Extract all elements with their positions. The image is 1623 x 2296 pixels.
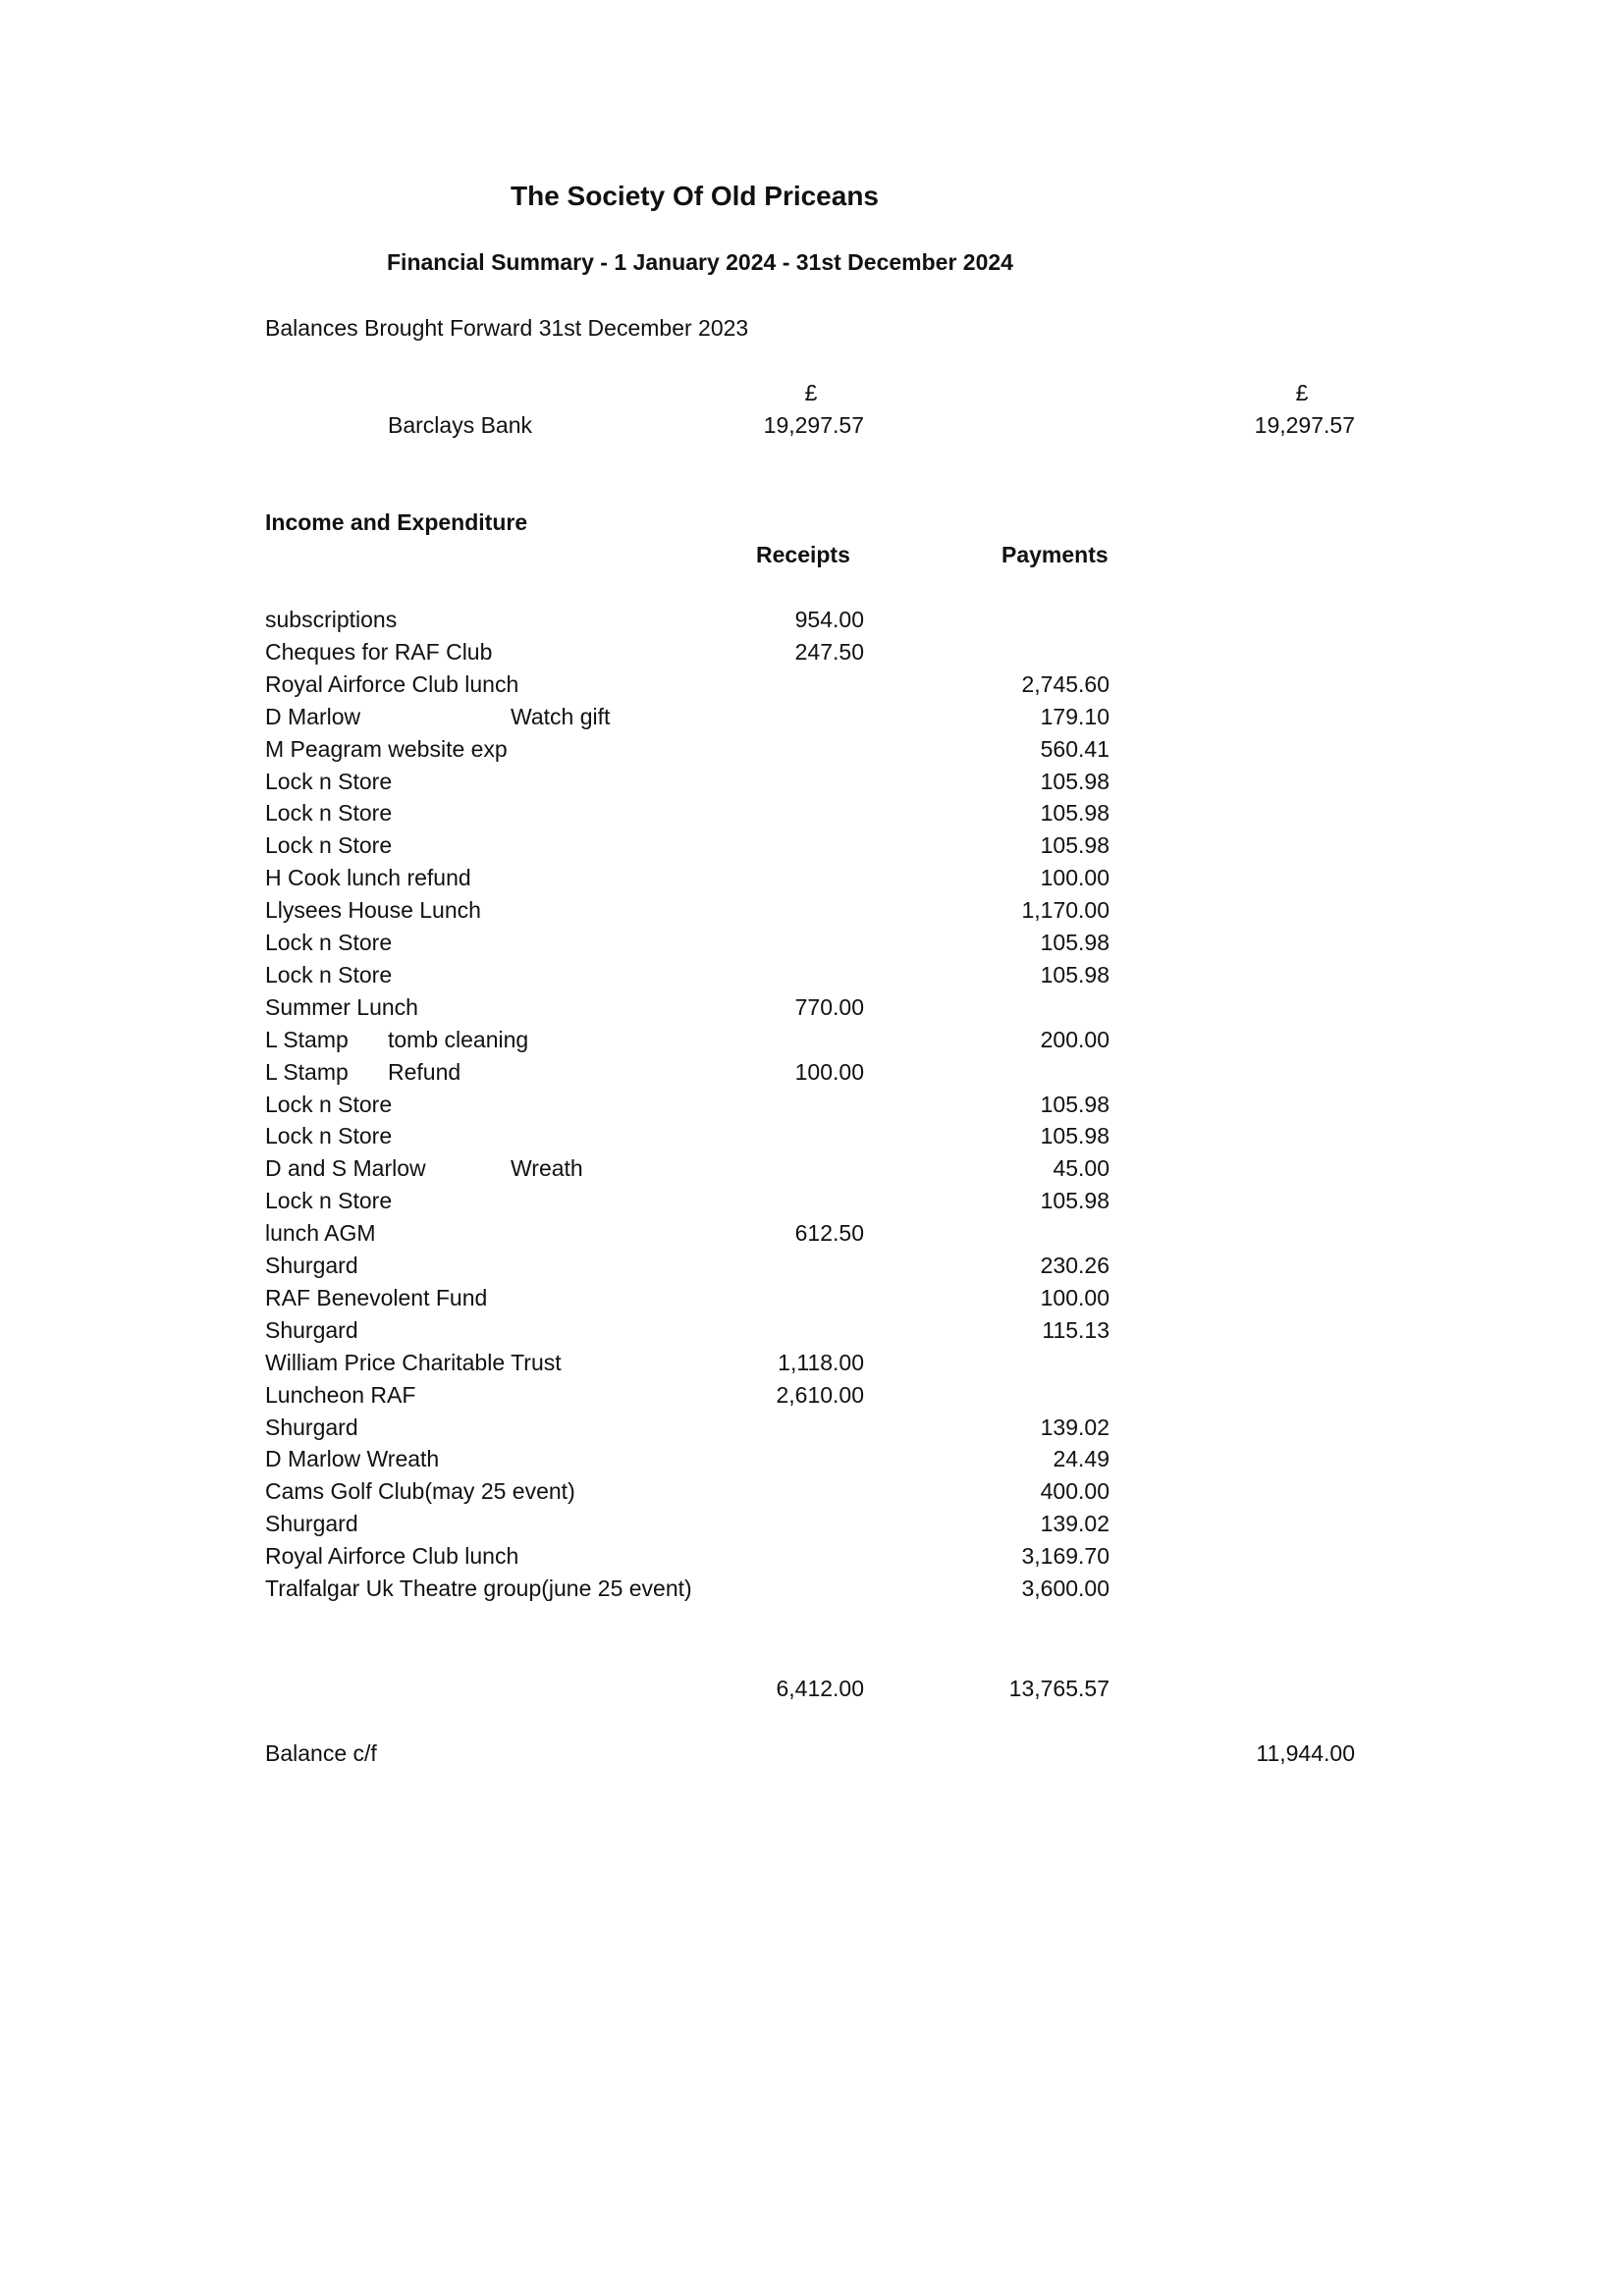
row-payment: 105.98	[1040, 1092, 1109, 1117]
total-payments: 13,765.57	[1008, 1676, 1109, 1701]
row-payment: 45.00	[1053, 1155, 1109, 1181]
row-receipt: 612.50	[794, 1220, 864, 1246]
row-label: Llysees House Lunch	[265, 897, 481, 923]
row-receipt: 100.00	[794, 1059, 864, 1085]
row-label: D Marlow Wreath	[265, 1446, 440, 1471]
bank-total: 19,297.57	[1254, 412, 1355, 438]
row-payment: 200.00	[1040, 1027, 1109, 1052]
row-payment: 100.00	[1040, 1285, 1109, 1310]
row-label: Lock n Store	[265, 800, 393, 826]
row-payment: 2,745.60	[1021, 671, 1109, 697]
currency-symbol-total: £	[1295, 380, 1309, 405]
row-label: L Stamp	[265, 1027, 349, 1052]
row-payment: 105.98	[1040, 962, 1109, 988]
row-payment: 100.00	[1040, 865, 1109, 890]
document-subtitle: Financial Summary - 1 January 2024 - 31st December 2024	[387, 249, 1013, 275]
row-label: H Cook lunch refund	[265, 865, 471, 890]
row-note: Refund	[388, 1059, 461, 1085]
row-receipt: 247.50	[794, 639, 864, 665]
row-receipt: 770.00	[794, 994, 864, 1020]
row-label: Shurgard	[265, 1511, 358, 1536]
row-note: tomb cleaning	[388, 1027, 529, 1052]
row-label: Lock n Store	[265, 1188, 393, 1213]
total-receipts: 6,412.00	[776, 1676, 864, 1701]
row-label: Luncheon RAF	[265, 1382, 416, 1408]
row-payment: 105.98	[1040, 832, 1109, 858]
row-note: Watch gift	[511, 704, 611, 729]
row-label: lunch AGM	[265, 1220, 376, 1246]
row-payment: 139.02	[1040, 1511, 1109, 1536]
row-label: L Stamp	[265, 1059, 349, 1085]
row-label: Lock n Store	[265, 1123, 393, 1148]
row-receipt: 1,118.00	[778, 1350, 864, 1375]
row-label: subscriptions	[265, 607, 398, 632]
row-payment: 230.26	[1040, 1253, 1109, 1278]
row-label: Shurgard	[265, 1253, 358, 1278]
row-payment: 400.00	[1040, 1478, 1109, 1504]
row-payment: 105.98	[1040, 800, 1109, 826]
row-label: Lock n Store	[265, 930, 393, 955]
row-payment: 3,600.00	[1021, 1575, 1109, 1601]
row-payment: 115.13	[1042, 1317, 1109, 1343]
row-payment: 105.98	[1040, 769, 1109, 794]
row-payment: 560.41	[1040, 736, 1109, 762]
row-label: Summer Lunch	[265, 994, 418, 1020]
row-label: Cheques for RAF Club	[265, 639, 493, 665]
row-payment: 105.98	[1040, 1188, 1109, 1213]
row-label: Lock n Store	[265, 769, 393, 794]
row-label: Lock n Store	[265, 1092, 393, 1117]
row-label: D and S Marlow	[265, 1155, 426, 1181]
balance-cf-label: Balance c/f	[265, 1740, 377, 1766]
brought-forward-heading: Balances Brought Forward 31st December 2023	[265, 315, 749, 341]
row-payment: 139.02	[1040, 1415, 1109, 1440]
row-payment: 105.98	[1040, 1123, 1109, 1148]
row-label: Shurgard	[265, 1415, 358, 1440]
bank-amount: 19,297.57	[763, 412, 864, 438]
row-label: Shurgard	[265, 1317, 358, 1343]
row-label: D Marlow	[265, 704, 361, 729]
row-payment: 105.98	[1040, 930, 1109, 955]
row-payment: 3,169.70	[1021, 1543, 1109, 1569]
receipts-header: Receipts	[756, 542, 850, 567]
row-label: Cams Golf Club(may 25 event)	[265, 1478, 575, 1504]
row-label: Royal Airforce Club lunch	[265, 1543, 519, 1569]
payments-header: Payments	[1001, 542, 1109, 567]
row-receipt: 954.00	[794, 607, 864, 632]
document-title: The Society Of Old Priceans	[511, 181, 880, 211]
row-label: Lock n Store	[265, 832, 393, 858]
row-label: Lock n Store	[265, 962, 393, 988]
row-payment: 24.49	[1053, 1446, 1109, 1471]
row-label: RAF Benevolent Fund	[265, 1285, 488, 1310]
row-label: Royal Airforce Club lunch	[265, 671, 519, 697]
row-label: Tralfalgar Uk Theatre group(june 25 event)	[265, 1575, 692, 1601]
bank-label: Barclays Bank	[388, 412, 533, 438]
row-receipt: 2,610.00	[776, 1382, 864, 1408]
balance-cf-amount: 11,944.00	[1256, 1740, 1355, 1766]
row-payment: 179.10	[1040, 704, 1109, 729]
row-label: William Price Charitable Trust	[265, 1350, 562, 1375]
row-label: M Peagram website exp	[265, 736, 508, 762]
row-note: Wreath	[511, 1155, 583, 1181]
ie-heading: Income and Expenditure	[265, 509, 528, 535]
currency-symbol-receipts: £	[804, 380, 818, 405]
row-payment: 1,170.00	[1021, 897, 1109, 923]
